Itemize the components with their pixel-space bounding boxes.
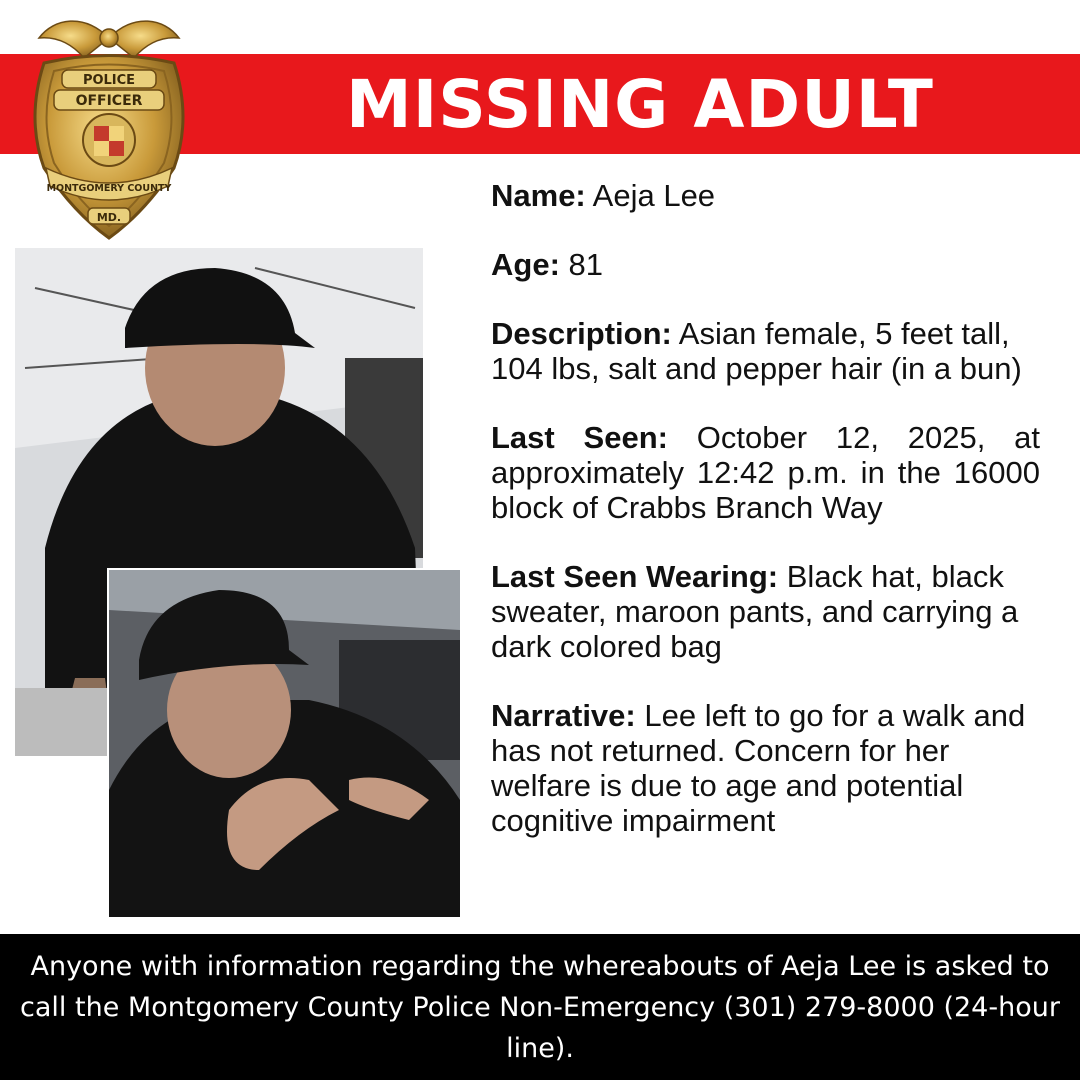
badge-top-text: POLICE <box>82 73 136 88</box>
narrative-label: Narrative: <box>491 698 636 733</box>
description-row <box>491 316 1040 386</box>
page-title: MISSING ADULT <box>346 65 934 143</box>
last-seen-row <box>491 420 1040 525</box>
narrative-row <box>491 698 1040 838</box>
name-label: Name: <box>491 178 586 213</box>
last-seen-label: Last Seen: <box>491 420 668 455</box>
badge-middle-text: OFFICER <box>75 93 143 109</box>
age-row <box>491 247 1040 282</box>
contact-footer <box>0 934 1080 1080</box>
contact-text: Anyone with information regarding the whereabouts of Aeja Lee is asked to call the Montgomery County Police Non-Emergency (301) 279-8000 (24-hour line). <box>20 950 1060 1064</box>
police-badge-icon <box>14 8 204 248</box>
wearing-label: Last Seen Wearing: <box>491 559 779 594</box>
name-row <box>491 178 1040 213</box>
wearing-row <box>491 559 1040 664</box>
person-photo-icon <box>109 570 460 917</box>
age-label: Age: <box>491 247 560 282</box>
missing-person-photo-2 <box>107 568 460 917</box>
description-value: Asian female, 5 feet tall, 104 lbs, salt and pepper hair (in a bun) <box>491 316 1022 386</box>
wearing-value: Black hat, black sweater, maroon pants, and carrying a dark colored bag <box>491 559 1019 664</box>
last-seen-value: October 12, 2025, at approximately 12:42 p.m. in the 16000 block of Crabbs Branch Way <box>491 420 1040 525</box>
narrative-value: Lee left to go for a walk and has not returned. Concern for her welfare is due to age and potential cognitive impairment <box>491 698 1026 838</box>
name-value: Aeja Lee <box>592 178 716 213</box>
badge-ribbon-text: MONTGOMERY COUNTY <box>46 183 172 194</box>
badge-bottom-text: MD. <box>96 211 122 224</box>
description-label: Description: <box>491 316 672 351</box>
age-value: 81 <box>568 247 603 282</box>
case-details <box>491 178 1040 872</box>
